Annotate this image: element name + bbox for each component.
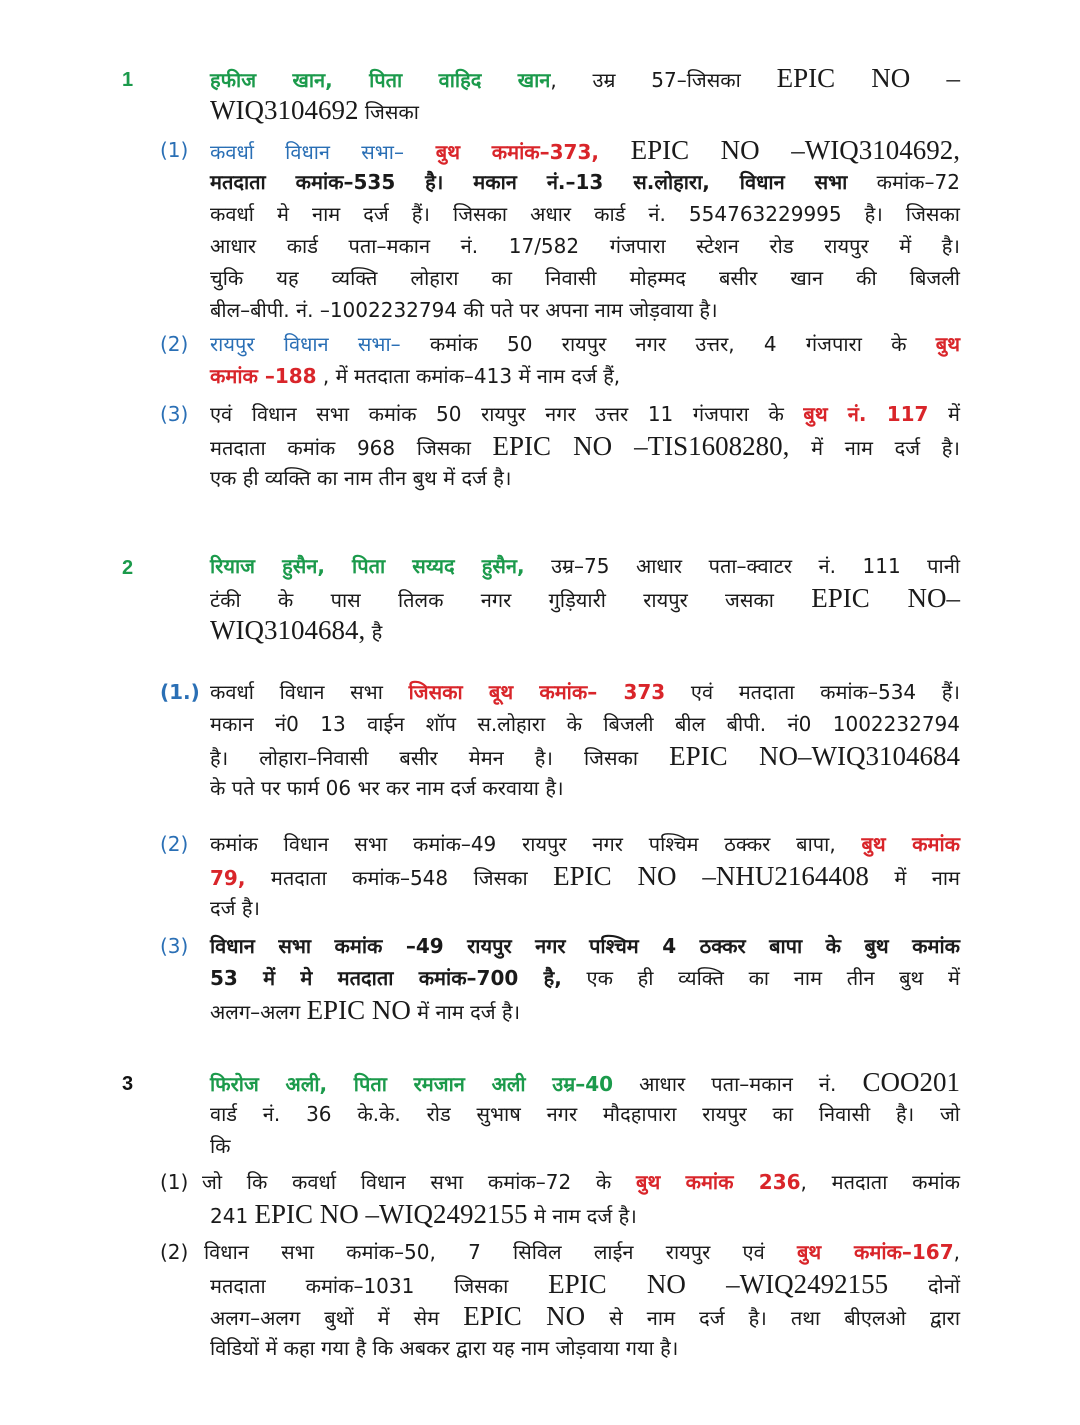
sub-marker: (1) bbox=[160, 1170, 189, 1194]
sub-marker: (3) bbox=[160, 402, 189, 426]
entry-heading: रियाज हुसैन, पिता सय्यद हुसैन, उम्र–75 आधार पता–क्वाटर नं. 111 पानी टंकी के पास तिलक नगर गुड़ियारी रायपुर जसका EPIC NO– WIQ3104684, है bbox=[210, 554, 960, 645]
entry-heading: हफीज खान, पिता वाहिद खान, उम्र 57–जिसका EPIC NO – WIQ3104692 जिसका bbox=[210, 63, 960, 125]
entry-number: 2 bbox=[122, 557, 134, 579]
person-name: फिरोज अली, पिता रमजान अली उम्र–40 bbox=[210, 1072, 614, 1096]
sub-marker: (2) bbox=[160, 1240, 189, 1264]
sub-marker: (1) bbox=[160, 138, 189, 162]
document-page: 1 हफीज खान, पिता वाहिद खान, उम्र 57–जिसका EPIC NO – WIQ3104692 जिसका (1) कवर्धा विधान सभा– बुथ कमांक–373, EPIC NO –WIQ3104692, मतदाता कमांक–535 है। मकान नं.–13 स.लोहारा, विधान सभा कमांक–72 कवर्धा मे नाम दर्ज हैं। जिसका अधार कार्ड नं. 554763229995 है। जिसका आधार कार्ड पता–मकान नं. 17/582 गंजपारा स्टेशन रोड रायपुर में है। चुकि यह व्यक्ति लोहारा का निवासी मोहम्मद बसीर खान की बिजली बील–बीपी. नं. –1002232794 की पते पर अपना नाम जोड़वाया है। (2) रायपुर विधान सभा– कमांक 50 रायपुर नगर उत्तर, 4 गंजपारा के बुथ कमांक –188 , में मतदाता कमांक–413 में नाम दर्ज हैं, (3) एवं विधान सभा कमांक 50 रायपुर नगर उत्तर 11 गंजपारा के बुथ नं. 117 में मतदाता कमांक 968 जिसका EPIC NO –TIS1608280, में नाम दर्ज है। एक ही व्यक्ति का नाम तीन बुथ में दर्ज है। 2 रियाज हुसैन, पिता सय्यद हुसैन, उम्र–75 आधार पता–क्वाटर नं. 111 पानी टंकी के पास तिलक नगर गुड़ियारी रायपुर जसका EPIC NO– WIQ3104684, है (1.) कवर्धा विधान सभा जिसका बूथ कमांक– 373 एवं मतदाता कमांक–534 हैं। मकान नं0 13 वाईन शॉप स.लोहारा के बिजली बील बीपी. नं0 1002232794 है। लोहारा–निवासी बसीर मेमन है। जिसका EPIC NO–WIQ3104684 के पते पर फार्म 06 भर कर नाम दर्ज करवाया है। (2) कमांक विधान सभा कमांक–49 रायपुर नगर पश्चिम ठक्कर बापा, बुथ कमांक 79, मतदाता कमांक–548 जिसका EPIC NO –NHU2164408 में नाम दर्ज है। (3) विधान सभा कमांक –49 रायपुर नगर पश्चिम 4 ठक्कर बापा के बुथ कमांक 53 में मे मतदाता कमांक–700 है, एक ही व्यक्ति का नाम तीन बुथ में अलग–अलग EPIC NO में नाम दर्ज है। 3 फिरोज अली, पिता रमजान अली उम्र–40 आधार पता–मकान नं. COO201 वार्ड नं. 36 के.के. रोड सुभाष नगर मौदहापारा रायपुर का निवासी है। जो कि (1) जो कि कवर्धा विधान सभा कमांक–72 के बुथ कमांक 236, मतदाता कमांक 241 EPIC NO –WIQ2492155 मे नाम दर्ज है। (2) विधान सभा कमांक–50, 7 सिविल लाईन रायपुर एवं बुथ कमांक–167, मतदाता कमांक–1031 जिसका EPIC NO –WIQ2492155 दोनों अलग–अलग बुथों में सेम EPIC NO से नाम दर्ज है। तथा बीएलओ द्वारा विडियों में कहा गया है कि अबकर द्वारा यह नाम जोड़वाया गया है। bbox=[122, 63, 961, 1360]
entry-number: 1 bbox=[122, 69, 134, 91]
epic-label: EPIC NO – bbox=[776, 63, 960, 93]
sub-marker: (1.) bbox=[160, 680, 200, 704]
sub-marker: (3) bbox=[160, 934, 189, 958]
person-name: हफीज खान, पिता वाहिद खान bbox=[210, 68, 551, 92]
entry-heading: फिरोज अली, पिता रमजान अली उम्र–40 आधार पता–मकान नं. COO201 वार्ड नं. 36 के.के. रोड सुभाष नगर मौदहापारा रायपुर का निवासी है। जो कि bbox=[210, 1067, 960, 1158]
epic-number: WIQ3104692 bbox=[210, 95, 359, 125]
sub-marker: (2) bbox=[160, 832, 189, 856]
entry-number: 3 bbox=[122, 1073, 134, 1095]
sub-marker: (2) bbox=[160, 332, 189, 356]
person-name: रियाज हुसैन, पिता सय्यद हुसैन, bbox=[210, 554, 525, 578]
